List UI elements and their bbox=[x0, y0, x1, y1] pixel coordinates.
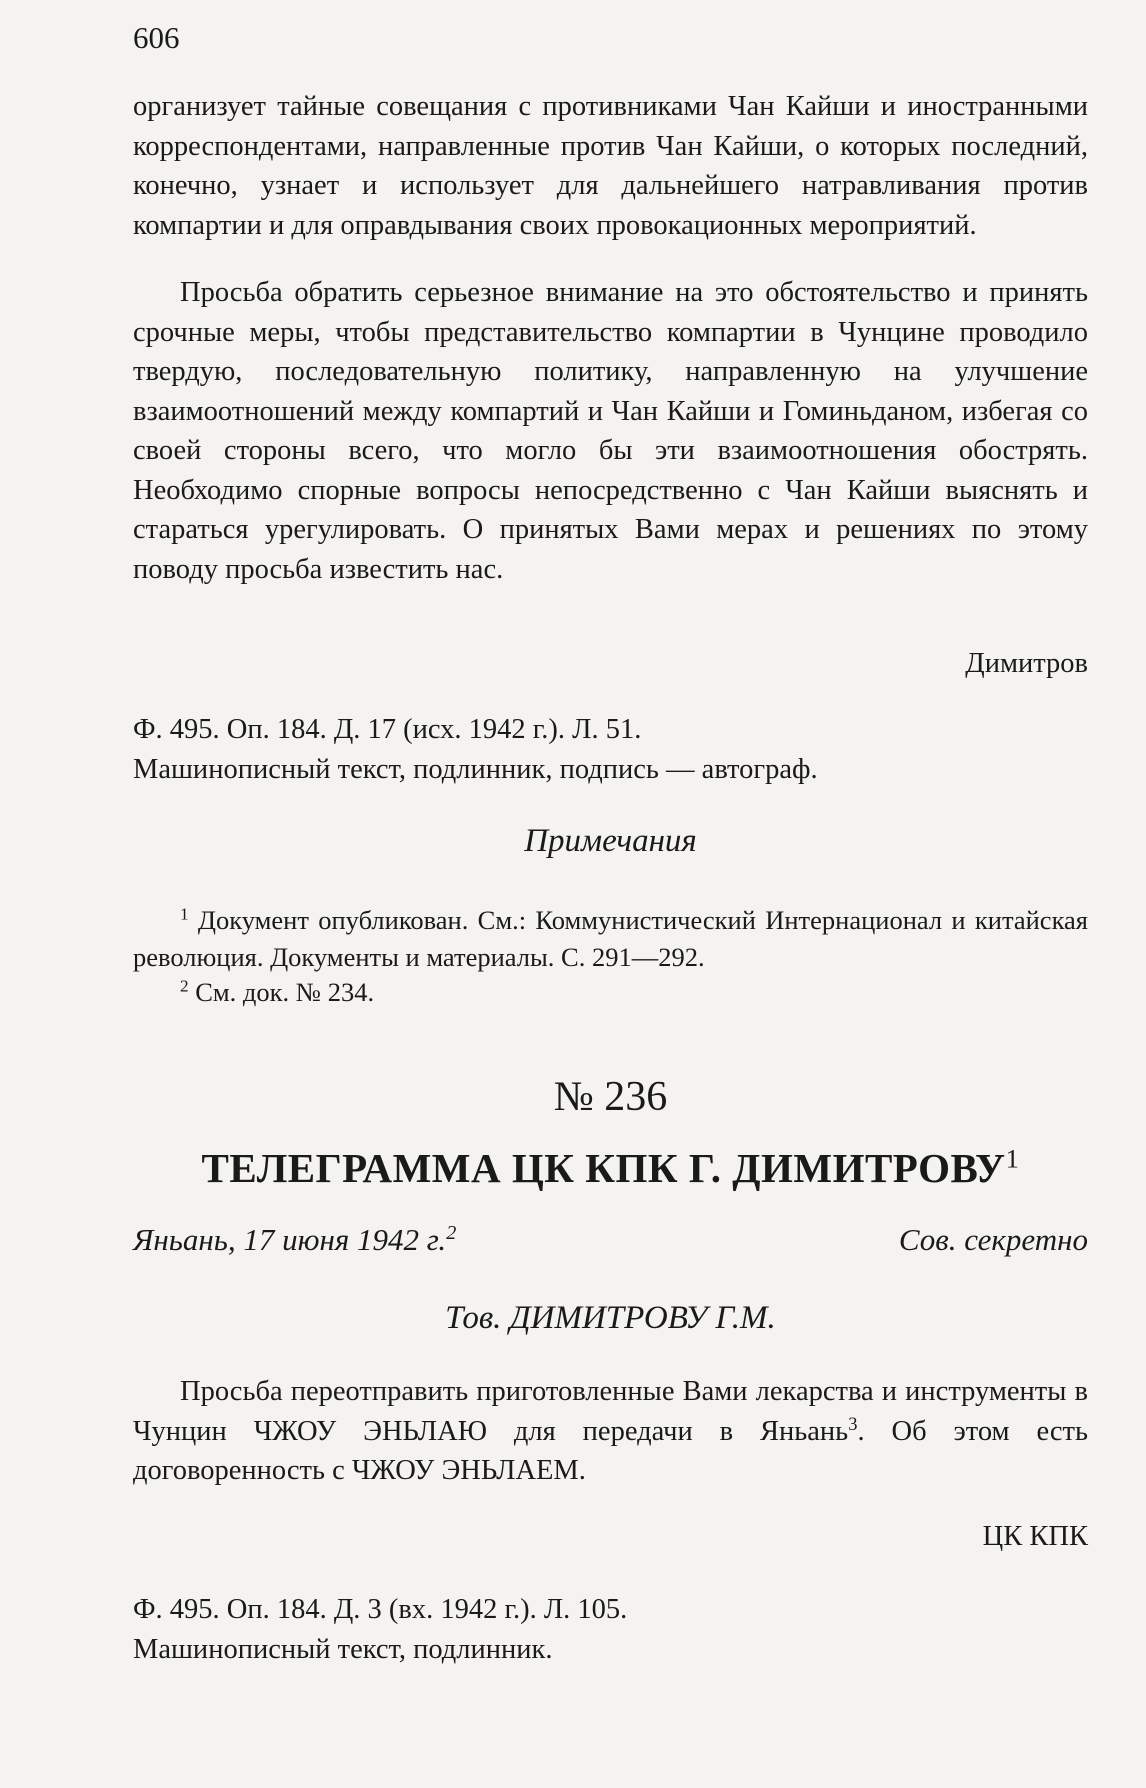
archive-reference-2 bbox=[133, 1590, 627, 1669]
footnote-2-marker: 2 bbox=[180, 976, 189, 996]
place-date bbox=[133, 1222, 456, 1258]
archive-desc-line: Машинописный текст, подлинник, подпись — автограф. bbox=[133, 753, 818, 785]
telegram-body-text-b: . Об этом есть договоренность с ЧЖОУ ЭНЬЛАЕМ. bbox=[133, 1415, 1088, 1486]
document-title bbox=[133, 1144, 1088, 1192]
archive-reference-1 bbox=[133, 710, 818, 789]
place-date-text: Яньань, 17 июня 1942 г. bbox=[133, 1222, 447, 1257]
page-number: 606 bbox=[133, 20, 180, 55]
telegram-body-text-a: Просьба переотправить приготовленные Вами лекарства и инструменты в Чунцин ЧЖОУ ЭНЬЛАЮ для передачи в Яньань bbox=[133, 1376, 1088, 1447]
footnote-1-text: Документ опубликован. См.: Коммунистический Интернационал и китайская революция. Документы и материалы. С. 291—292. bbox=[133, 905, 1088, 972]
footnote-2-text: См. док. № 234. bbox=[195, 977, 375, 1007]
addressee: Тов. ДИМИТРОВУ Г.М. bbox=[445, 1300, 776, 1336]
archive-ref-line: Ф. 495. Оп. 184. Д. 17 (исх. 1942 г.). Л. 51. bbox=[133, 714, 642, 745]
document-page bbox=[133, 0, 1088, 1788]
telegram-body bbox=[133, 1372, 1088, 1491]
signature-ck-kpk: ЦК КПК bbox=[982, 1521, 1088, 1552]
telegram-body-note-marker: 3 bbox=[848, 1413, 858, 1435]
signature-dimitrov: Димитров bbox=[965, 648, 1088, 679]
place-date-note-marker: 2 bbox=[446, 1221, 457, 1244]
archive-desc-line: Машинописный текст, подлинник. bbox=[133, 1633, 553, 1665]
footnote-1-marker: 1 bbox=[180, 904, 189, 924]
footnote-1 bbox=[133, 902, 1088, 976]
document-title-text: ТЕЛЕГРАММА ЦК КПК Г. ДИМИТРОВУ bbox=[201, 1145, 1006, 1191]
footnote-2 bbox=[180, 974, 1088, 1011]
archive-ref-line: Ф. 495. Оп. 184. Д. 3 (вх. 1942 г.). Л. 105. bbox=[133, 1594, 628, 1625]
paragraph-request: Просьба обратить серьезное внимание на это обстоятельство и принять срочные меры, чтобы представительство компартии в Чунцине проводило твердую, последовательную политику, направленную на улучшение взаимоотношений между компартий и Чан Кайши и Гоминьданом, избегая со своей стороны всего, что могло бы эти взаимоотношения обострять. Необходимо спорные вопросы непосредственно с Чан Кайши выяснять и стараться урегулировать. О принятых Вами мерах и решениях по этому поводу просьба известить нас. bbox=[133, 277, 1088, 585]
classification-stamp: Сов. секретно bbox=[898, 1222, 1088, 1257]
notes-heading: Примечания bbox=[524, 823, 697, 859]
document-title-note-marker: 1 bbox=[1005, 1143, 1020, 1174]
paragraph-continuation: организует тайные совещания с противниками Чан Кайши и иностранными корреспондентами, направленные против Чан Кайши, о которых последний, конечно, узнает и использует для дальнейшего натравливания против компартии и для оправдывания своих провокационных мероприятий. bbox=[133, 91, 1088, 241]
document-number: № 236 bbox=[553, 1074, 668, 1120]
